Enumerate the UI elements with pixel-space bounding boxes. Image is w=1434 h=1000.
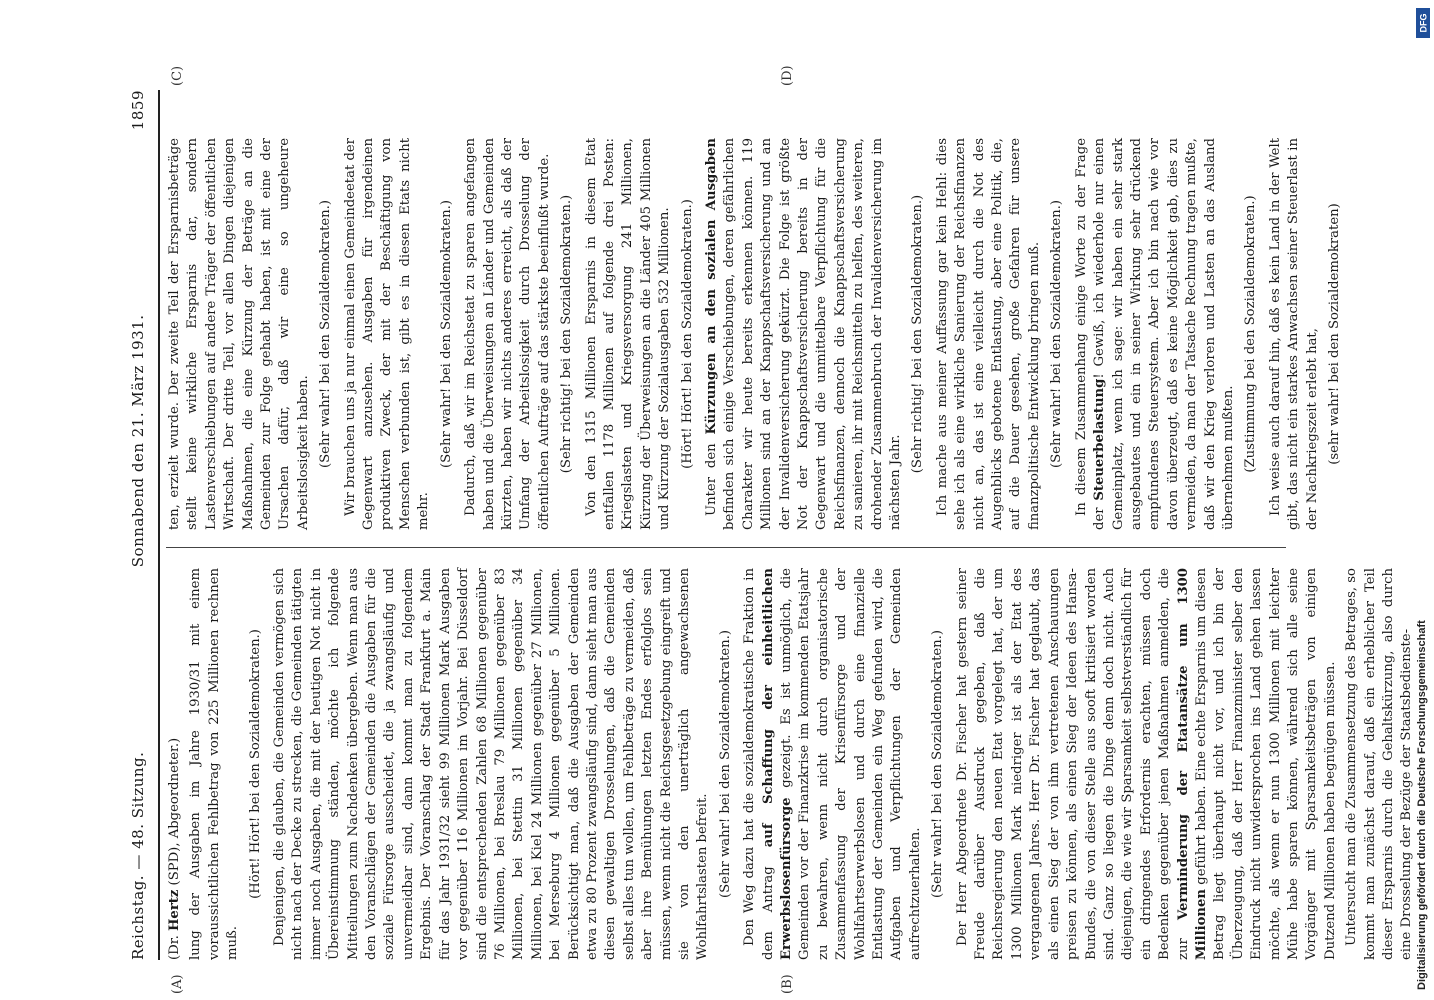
- paragraph: Wir brauchen uns ja nur einmal einen Gemeindeetat der Gegenwart anzusehen. Ausgaben für irgendeinen produktiven Zweck, der mit der Beschäftigung von Menschen verbunden ist, gibt es in diesen Etats nicht mehr.: [342, 138, 432, 530]
- paragraph: ten, erzielt wurde. Der zweite Teil der Ersparnisbeträge stellt keine wirkliche Ersparnis dar, sondern Lastenverschiebungen auf andere Träger der öffentlichen Wirtschaft. Der dritte Teil, vor allen Dingen diejenigen Maßnahmen, die eine Kürzung der Beträge an die Gemeinden zur Folge gehabt haben, ist mit eine der Ursachen dafür, daß wir eine so ungeheure Arbeitslosigkeit haben.: [167, 138, 311, 530]
- header-page-number: 1859: [129, 90, 147, 131]
- header-date: Sonnabend den 21. März 1931.: [129, 314, 147, 568]
- rotated-page: [120, 65, 1415, 994]
- paragraph: Unter den Kürzungen an den sozialen Ausgaben befinden sich einige Verschiebungen, deren gefährlichen Charakter wir heute bereits erkennen können. 119 Millionen sind an der Knappschaftsversicherung und an der Invalidenversicherung gekürzt. Die Folge ist größte Not der Knappschaftsversicherung bereits in der Gegenwart und die unmittelbare Verpflichtung für die Reichsfinanzen, dennoch die Knappschaftsversicherung zu sanieren, ihr mit Reichsmitteln zu helfen, des weiteren, drohender Zusammenbruch der Invalidenversicherung im nächsten Jahr.: [703, 138, 904, 530]
- paragraph: Ich mache aus meiner Auffassung gar kein Hehl: dies sehe ich als eine wirkliche Sanierung der Reichsfinanzen nicht an, das ist eine vielleicht durch die Not des Augenblicks gebotene Entlastung, aber eine Politik, die, auf die Dauer gesehen, große Gefahren für unsere finanzpolitische Entwicklung bringen muß.: [934, 138, 1042, 530]
- paragraph: Den Weg dazu hat die sozialdemokratische Fraktion in dem Antrag auf Schaffung der einheitlichen Erwerbslosenfürsorge gezeigt. Es ist unmöglich, die Gemeinden vor der Finanzkrise im kommenden Etatsjahr zu bewahren, wenn nicht durch organisatorische Zusammenfassung der Krisenfürsorge und der Wohlfahrtserwerbslosen und durch eine finanzielle Entlastung der Gemeinden ein Weg gefunden wird, die Aufgaben und Verpflichtungen der Gemeinden aufrechtzuerhalten.: [742, 567, 923, 960]
- page-header: [120, 90, 156, 960]
- paragraph: Von den 1315 Millionen Ersparnis in diesem Etat entfallen 1178 Millionen auf folgende drei Posten: Kriegslasten und Kriegsversorgung 241 Millionen, Kürzung der Überweisungen an die Länder 405 Millionen und Kürzung der Sozialausgaben 532 Millionen.: [583, 138, 673, 530]
- paragraph: Denjenigen, die glauben, die Gemeinden vermögen sich nicht nach der Decke zu strecken, die Gemeinden tätigten immer noch Ausgaben, die mit der heutigen Not nicht in Übereinstimmung ständen, möchte ich folgende Mitteilungen zum Nachdenken übergeben. Wenn man aus den Voranschlägen der Gemeinden die Ausgaben für die soziale Fürsorge ausscheidet, die ja zwangsläufig und unvermeidbar sind, dann kommt man zu folgendem Ergebnis. Der Voranschlag der Stadt Frankfurt a. Main für das Jahr 1931/32 sieht 99 Millionen Mark Ausgaben vor gegenüber 116 Millionen im Vorjahr. Bei Düsseldorf sind die entsprechenden Zahlen 68 Millionen gegenüber 76 Millionen, bei Breslau 79 Millionen gegenüber 83 Millionen, bei Stettin 31 Millionen gegenüber 34 Millionen, bei Kiel 24 Millionen gegenüber 27 Millionen, bei Merseburg 4 Millionen gegenüber 5 Millionen. Berücksichtigt man, daß die Ausgaben der Gemeinden etwa zu 80 Prozent zwangsläufig sind, dann sieht man aus diesen gewaltigen Drosselungen, daß die Gemeinden selbst alles tun wollen, um Fehlbeträge zu vermeiden, daß aber ihre Bemühungen letzten Endes erfolglos sein müssen, wenn nicht die Reichsgesetzgebung eingreift und sie von den unerträglich angewachsenen Wohlfahrtslasten befreit.: [272, 568, 711, 960]
- margin-marker-b: (B): [780, 974, 795, 994]
- interjection: (Sehr richtig! bei den Sozialdemokraten.): [559, 194, 575, 474]
- digitization-credit-text: Digitalisierung gefördert durch die Deutsche Forschungsgemeinschaft: [1416, 620, 1428, 990]
- column-divider: [166, 547, 1286, 548]
- interjection: (Hört! Hört! bei den Sozialdemokraten.): [247, 629, 263, 899]
- paragraph: In diesem Zusammenhang einige Worte zu der Frage der Steuerbelastung! Gewiß, ich wiederhole nur einen Gemeinplatz, wenn ich sage: wir haben ein sehr stark ausgebautes und ein in seiner Wirkung sehr drückend empfundenes Steuersystem. Aber ich bin nach wie vor davon überzeugt, daß es keine Möglichkeit gab, dies zu vermeiden, da man der Tatsache Rechnung tragen mußte, daß wir den Krieg verloren und Lasten an das Ausland übernehmen mußten.: [1073, 138, 1236, 530]
- margin-marker-d: (D): [780, 65, 795, 86]
- interjection: (Sehr wahr! bei den Sozialdemokraten.): [930, 630, 946, 898]
- interjection: (Sehr wahr! bei den Sozialdemokraten.): [717, 630, 733, 898]
- paragraph: Der Herr Abgeordnete Dr. Fischer hat gestern seiner Freude darüber Ausdruck gegeben, daß die Reichsregierung den neuen Etat vorgelegt hat, der um 1300 Millionen Mark niedriger ist als der Etat des vergangenen Jahres. Herr Dr. Fischer hat geglaubt, das als einen Sieg der von ihm vertretenen Anschauungen preisen zu können, als einen Sieg der Ideen des Hansa-Bundes, die von dieser Stelle aus sooft kritisiert worden sind. Ganz so liegen die Dinge denn doch nicht. Auch diejenigen, die wie wir Sparsamkeit selbstverständlich für ein dringendes Erfordernis erachten, müssen doch Bedenken gegenüber jenen Maßnahmen anmelden, die zur Verminderung der Etatansätze um 1300 Millionen geführt haben. Eine echte Ersparnis um diesen Betrag liegt überhaupt nicht vor, und ich bin der Überzeugung, daß der Herr Finanzminister selber den Eindruck nicht unwidersprochen ins Land gehen lassen möchte, als wenn er nun 1300 Millionen mit leichter Mühe habe sparen können, während sich alle seine Vorgänger mit Sparsamkeitsbeträgen von einigen Dutzend Millionen haben begnügen müssen.: [954, 567, 1338, 960]
- interjection: (sehr wahr! bei den Sozialdemokraten): [1326, 203, 1342, 465]
- left-column: [166, 567, 1415, 960]
- header-rule: [158, 90, 160, 960]
- dfg-logo: DFG: [1416, 8, 1430, 38]
- interjection: (Zustimmung bei den Sozialdemokraten.): [1243, 195, 1259, 473]
- right-column: [166, 138, 1342, 530]
- margin-marker-a: (A): [170, 974, 185, 994]
- margin-marker-c: (C): [170, 65, 185, 86]
- interjection: (Sehr wahr! bei den Sozialdemokraten.): [318, 200, 334, 468]
- interjection: (Sehr wahr! bei den Sozialdemokraten.): [1049, 200, 1065, 468]
- interjection: (Sehr wahr! bei den Sozialdemokraten.): [438, 200, 454, 468]
- interjection: (Hört! Hört! bei den Sozialdemokraten.): [679, 199, 695, 469]
- paragraph: lung der Ausgaben im Jahre 1930/31 mit einem voraussichtlichen Fehlbetrag von 225 Millionen rechnen muß.: [188, 568, 241, 960]
- paragraph: Dadurch, daß wir im Reichsetat zu sparen angefangen haben und die Überweisungen an Länder und Gemeinden kürzten, haben wir nichts anderes erreicht, als daß der Umfang der Arbeitslosigkeit durch Drosselung der öffentlichen Aufträge auf das stärkste beeinflußt wurde.: [463, 138, 552, 530]
- paragraph: Untersucht man die Zusammensetzung des Betrages, so kommt man zunächst darauf, daß ein erheblicher Teil dieser Ersparnis durch die Gehaltskürzung, also durch eine Drosselung der Bezüge der Staatsbedienste-: [1344, 568, 1415, 960]
- digitization-credit: [1416, 10, 1430, 990]
- interjection: (Sehr richtig! bei den Sozialdemokraten.): [910, 194, 926, 474]
- paragraph: (Dr. Hertz (SPD), Abgeordneter.): [167, 737, 182, 960]
- paragraph: Ich weise auch darauf hin, daß es kein Land in der Welt gibt, das nicht ein starkes Anwachsen seiner Steuerlast in der Nachkriegszeit erlebt hat,: [1267, 138, 1320, 530]
- header-session: Reichstag. — 48. Sitzung.: [129, 751, 147, 960]
